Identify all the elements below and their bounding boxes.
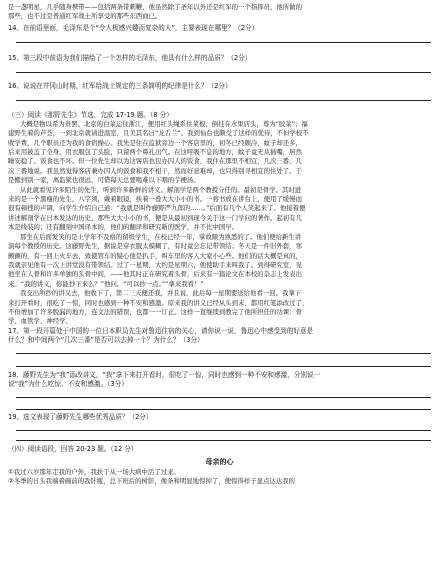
text-line: 来打开看时，很吃了一惊，同时也感到一种不安和感激。原来我的讲义已经从头到末，都用红笔添改过了， [8, 298, 309, 307]
text-line: 本是线装的；还有翻刻中国译本的，他们的翻译和研究新的医学，并不比中国早。 [8, 223, 239, 232]
text-line: ②冬季的日头我端着碗前的我针瓶，总下班后的树影，像条和明显地惊掉了，便惊得样子显点达达我的 [8, 477, 295, 486]
text-line: 睡安稳了。饭食也不坏。但一位先生却以为这客店也包办囚人的饭食，我住在那里不相宜，几次三番，几 [8, 157, 302, 166]
answer-line[interactable] [8, 422, 431, 434]
paragraph [8, 186, 431, 233]
text-line: 学、血管学、神经学。 [8, 317, 72, 326]
paragraph [8, 120, 431, 186]
text-line: 收学费，几个职员还为我的食宿操心。我先是住在监狱旁边一个客店里的，初冬已经颇冷，蚊子却还多， [8, 138, 302, 147]
answer-line[interactable] [8, 401, 431, 413]
question-15: 15、第三段中前语为我们描绘了一个怎样的毛泽东，他具有什么样的品质？（2分） [8, 53, 252, 62]
section-four-heading: （四）阅读语段，回答 20-23 题。（12 分） [8, 444, 138, 453]
question-17 [8, 327, 431, 371]
text-line: 建野生着的芦荟，一到北京就请进温室，且美其名曰“龙舌兰”。我到仙台也颇受了这样的优待，不但学校不 [8, 129, 309, 138]
question-18 [8, 371, 431, 413]
question-text: 19、选文表现了藤野先生哪些优秀品质？（2分） [8, 412, 153, 421]
question-19 [8, 413, 431, 444]
text-line: 是搬到别一家，离监狱也很远，可惜每天总要喝难以下咽的芋梗汤。 [8, 176, 200, 185]
text-line: 我就亲见他有一次上讲堂没有带领结。过了一星期，大约是星期六，他使助手来叫我了。到得研究室，见 [8, 260, 302, 269]
answer-line[interactable] [8, 434, 431, 444]
text-line: 很有顿挫的声调，向学生介绍自己道：“我就是叫作藤野严九郎的……。”后面有几个人笑起来了。他接着便 [8, 204, 306, 213]
answer-line[interactable] [8, 91, 431, 108]
top-text [8, 3, 431, 22]
question-text: 说“我”为什么吃惊、不安和感激。（3分） [8, 379, 128, 388]
answer-line[interactable] [8, 63, 431, 80]
question-text: 18、藤野先生为“我”添改讲义，“我”拿下来打开看时，很吃了一惊，同时也感到一种不安和感激，分别说一 [8, 370, 321, 379]
question-14: 14、在前语里面，毛泽东是个“令人极感兴趣而复杂的人”，主要表现在哪里？（2分） [8, 23, 259, 32]
passage [8, 120, 431, 327]
text-line: 那坐在后面发笑的是上学年不及格的留级学生，在校已经一年，掌故颇为熟悉的了。他们便给新生讲 [20, 232, 302, 241]
text-line: 大概是物以希为贵罢。北京的白菜运往浙江，便用红头绳系住菜根，倒挂在水果店头，尊为“胶菜”；福 [20, 119, 308, 128]
answer-line[interactable] [8, 33, 431, 50]
paragraph [8, 233, 431, 289]
text-line: 是一盏明星，几乎随身携带——包括两条带刺鞭，他虽然除了圣年以外还是红军的一个指挥员，他所做的 [8, 3, 302, 11]
text-line: ①我过六岁那年走我的户外，我扶于从一场大病中活了过来。 [8, 467, 180, 476]
text-line: 来的是一个黑瘦的先生，八字须，戴着眼镜，挟着一叠大大小小的书。一将书放在讲台上，便用了缓慢而 [8, 195, 302, 204]
text-line: 我交出所抄的讲义去，他收下了，第二三天便还我，并且说，此后每一星期要送给他看一回。我拿下 [20, 289, 302, 298]
text-line: 那些，也不过是普通红军战士所享受的那些东西而已。 [8, 12, 162, 21]
passage-title: 母亲的心 [205, 457, 234, 466]
paragraph [8, 289, 431, 327]
question-text: 17、第一段开篇处于中国的一位日本职员先生对鲁迅住宿的关心，请你说一说，鲁迅心中感受到的好意是 [8, 326, 314, 335]
text-line: 讲述解剖学在日本发达的历史，那些大大小小的书，便是从最初到现今关于这一门学问的著作。起初有几 [8, 213, 302, 222]
text-line: 颤颤的，有一回上火车去，致使管车的疑心他是扒手，叫车里的客人大家小心些。他们的话大概是真的， [8, 251, 302, 260]
text-line: 他坐在人骨和许多单独的头骨中间，——他其时正在研究着头骨，后来有一篇论文在本校的杂志上发表出 [8, 270, 302, 279]
answer-line[interactable] [8, 358, 431, 371]
question-16: 16、说说在井冈山时期，红军给战士规定的三条简明的纪律是什么？（2分） [8, 81, 232, 90]
question-text: 什么？和中间两个“几次三番”是否可以去掉一个？为什么？（3分） [8, 335, 204, 344]
text-line: 演每个教授的历史。这藤野先生，据说是穿衣服太模糊了，有时竟会忘记带领结；冬天是一件旧外套，寒 [8, 242, 302, 251]
text-line: 后来用被盖了全身，用衣服包了头脸，只留两个鼻孔出气。在这呼吸不息的地方，蚊子竟无从插嘴，居然 [8, 148, 302, 157]
answer-line[interactable] [8, 389, 431, 401]
answer-line[interactable] [8, 345, 431, 358]
text-line: 次三番地说。我虽然觉得客店兼办囚人的饭食和我不相干，然而好意难却，也只得别寻相宜的住处了。于 [8, 166, 302, 175]
section-three-heading: （三）阅读《那野先生》节选，完成 17-19 题。（8 分） [8, 110, 173, 119]
text-line: 从此就看见许多陌生的先生，听到许多新鲜的讲义。解剖学是两个教授分任的。最初是骨学。其时进 [20, 185, 302, 194]
text-line: 不但增加了许多脱漏的地方，连文法的错误，也都一一订正。这样一直继续到教完了他所担任的功课：骨 [8, 307, 302, 316]
text-line: 来。“我的讲义，你能抄下来么？”他问。“可以抄一点。”“拿来我看！” [8, 279, 204, 288]
